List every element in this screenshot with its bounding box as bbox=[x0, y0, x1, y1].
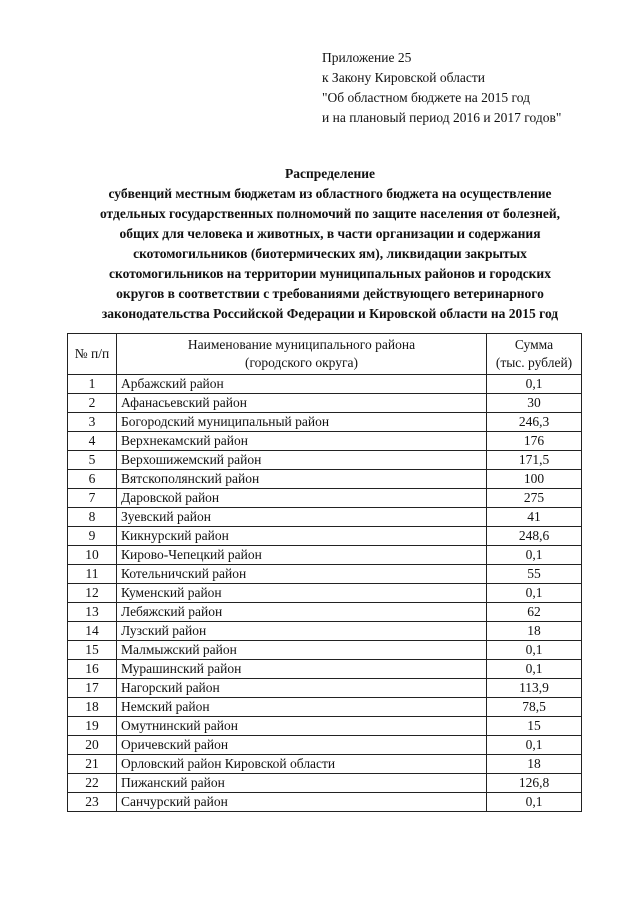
table-row bbox=[68, 546, 582, 565]
row-number: 20 bbox=[68, 736, 117, 755]
appendix-line: к Закону Кировской области bbox=[322, 70, 486, 85]
row-number: 18 bbox=[68, 698, 117, 717]
row-number: 17 bbox=[68, 679, 117, 698]
row-district-name: Орловский район Кировской области bbox=[117, 755, 487, 774]
table-row bbox=[68, 565, 582, 584]
row-district-name: Даровской район bbox=[117, 489, 487, 508]
row-amount: 0,1 bbox=[487, 736, 582, 755]
appendix-line: Приложение 25 bbox=[322, 50, 412, 65]
table-row bbox=[68, 641, 582, 660]
row-number: 16 bbox=[68, 660, 117, 679]
row-amount: 41 bbox=[487, 508, 582, 527]
row-number: 22 bbox=[68, 774, 117, 793]
row-district-name: Немский район bbox=[117, 698, 487, 717]
title-line: общих для человека и животных, в части организации и содержания bbox=[119, 226, 541, 241]
row-district-name: Кикнурский район bbox=[117, 527, 487, 546]
row-amount: 0,1 bbox=[487, 584, 582, 603]
table-row bbox=[68, 394, 582, 413]
row-amount: 248,6 bbox=[487, 527, 582, 546]
row-number: 15 bbox=[68, 641, 117, 660]
title-line: скотомогильников на территории муниципальных районов и городских bbox=[109, 266, 551, 281]
row-number: 12 bbox=[68, 584, 117, 603]
row-number: 3 bbox=[68, 413, 117, 432]
table-row bbox=[68, 793, 582, 812]
row-district-name: Мурашинский район bbox=[117, 660, 487, 679]
row-amount: 113,9 bbox=[487, 679, 582, 698]
row-amount: 30 bbox=[487, 394, 582, 413]
row-district-name: Куменский район bbox=[117, 584, 487, 603]
appendix-line: и на плановый период 2016 и 2017 годов" bbox=[322, 110, 562, 125]
title-line: законодательства Российской Федерации и Кировской области на 2015 год bbox=[101, 306, 559, 321]
table-header-row bbox=[68, 334, 582, 375]
table-row bbox=[68, 603, 582, 622]
row-number: 6 bbox=[68, 470, 117, 489]
title-heading: Распределение bbox=[284, 166, 376, 181]
header-name-line2: (городского округа) bbox=[244, 355, 359, 370]
row-district-name: Лебяжский район bbox=[117, 603, 487, 622]
table-row bbox=[68, 451, 582, 470]
table-row bbox=[68, 717, 582, 736]
row-number: 14 bbox=[68, 622, 117, 641]
row-amount: 18 bbox=[487, 622, 582, 641]
row-district-name: Пижанский район bbox=[117, 774, 487, 793]
row-amount: 100 bbox=[487, 470, 582, 489]
row-district-name: Лузский район bbox=[117, 622, 487, 641]
row-number: 21 bbox=[68, 755, 117, 774]
table-row bbox=[68, 508, 582, 527]
row-number: 11 bbox=[68, 565, 117, 584]
row-district-name: Арбажский район bbox=[117, 375, 487, 394]
title-line: скотомогильников (биотермических ям), ликвидации закрытых bbox=[133, 246, 527, 261]
table-row bbox=[68, 774, 582, 793]
row-district-name: Зуевский район bbox=[117, 508, 487, 527]
row-amount: 0,1 bbox=[487, 660, 582, 679]
title-line: субвенций местным бюджетам из областного бюджета на осуществление bbox=[108, 186, 552, 201]
row-number: 23 bbox=[68, 793, 117, 812]
document-title bbox=[60, 164, 600, 324]
row-amount: 0,1 bbox=[487, 641, 582, 660]
row-district-name: Верхошижемский район bbox=[117, 451, 487, 470]
row-amount: 0,1 bbox=[487, 793, 582, 812]
row-district-name: Нагорский район bbox=[117, 679, 487, 698]
title-line: округов в соответствии с требованиями действующего ветеринарного bbox=[116, 286, 544, 301]
row-amount: 62 bbox=[487, 603, 582, 622]
row-number: 5 bbox=[68, 451, 117, 470]
row-district-name: Санчурский район bbox=[117, 793, 487, 812]
row-number: 13 bbox=[68, 603, 117, 622]
row-amount: 246,3 bbox=[487, 413, 582, 432]
row-amount: 78,5 bbox=[487, 698, 582, 717]
row-number: 10 bbox=[68, 546, 117, 565]
row-district-name: Кирово-Чепецкий район bbox=[117, 546, 487, 565]
row-amount: 176 bbox=[487, 432, 582, 451]
table-row bbox=[68, 622, 582, 641]
header-num: № п/п bbox=[68, 334, 117, 375]
header-sum-line2: (тыс. рублей) bbox=[495, 355, 573, 370]
row-number: 4 bbox=[68, 432, 117, 451]
table-row bbox=[68, 755, 582, 774]
row-number: 9 bbox=[68, 527, 117, 546]
row-district-name: Омутнинский район bbox=[117, 717, 487, 736]
row-district-name: Оричевский район bbox=[117, 736, 487, 755]
row-district-name: Богородский муниципальный район bbox=[117, 413, 487, 432]
table-row bbox=[68, 375, 582, 394]
table-row bbox=[68, 489, 582, 508]
header-sum-line1: Сумма bbox=[514, 337, 554, 352]
table-row bbox=[68, 698, 582, 717]
table-row bbox=[68, 470, 582, 489]
row-number: 1 bbox=[68, 375, 117, 394]
row-amount: 15 bbox=[487, 717, 582, 736]
row-amount: 126,8 bbox=[487, 774, 582, 793]
table-row bbox=[68, 660, 582, 679]
appendix-line: "Об областном бюджете на 2015 год bbox=[322, 90, 530, 105]
header-name bbox=[117, 334, 487, 375]
table-body bbox=[68, 375, 582, 812]
row-amount: 171,5 bbox=[487, 451, 582, 470]
table-row bbox=[68, 413, 582, 432]
row-district-name: Вятскополянский район bbox=[117, 470, 487, 489]
row-amount: 0,1 bbox=[487, 375, 582, 394]
row-number: 7 bbox=[68, 489, 117, 508]
header-name-line1: Наименование муниципального района bbox=[187, 337, 416, 352]
title-line: отдельных государственных полномочий по защите населения от болезней, bbox=[99, 206, 560, 221]
row-district-name: Верхнекамский район bbox=[117, 432, 487, 451]
table-row bbox=[68, 432, 582, 451]
row-amount: 55 bbox=[487, 565, 582, 584]
table-row bbox=[68, 527, 582, 546]
appendix-note bbox=[322, 48, 561, 128]
table-row bbox=[68, 736, 582, 755]
row-district-name: Афанасьевский район bbox=[117, 394, 487, 413]
row-district-name: Котельничский район bbox=[117, 565, 487, 584]
row-amount: 275 bbox=[487, 489, 582, 508]
header-sum bbox=[487, 334, 582, 375]
row-number: 2 bbox=[68, 394, 117, 413]
row-district-name: Малмыжский район bbox=[117, 641, 487, 660]
row-amount: 0,1 bbox=[487, 546, 582, 565]
row-number: 19 bbox=[68, 717, 117, 736]
row-number: 8 bbox=[68, 508, 117, 527]
subsidy-table bbox=[67, 333, 582, 812]
table-row bbox=[68, 679, 582, 698]
table-row bbox=[68, 584, 582, 603]
row-amount: 18 bbox=[487, 755, 582, 774]
